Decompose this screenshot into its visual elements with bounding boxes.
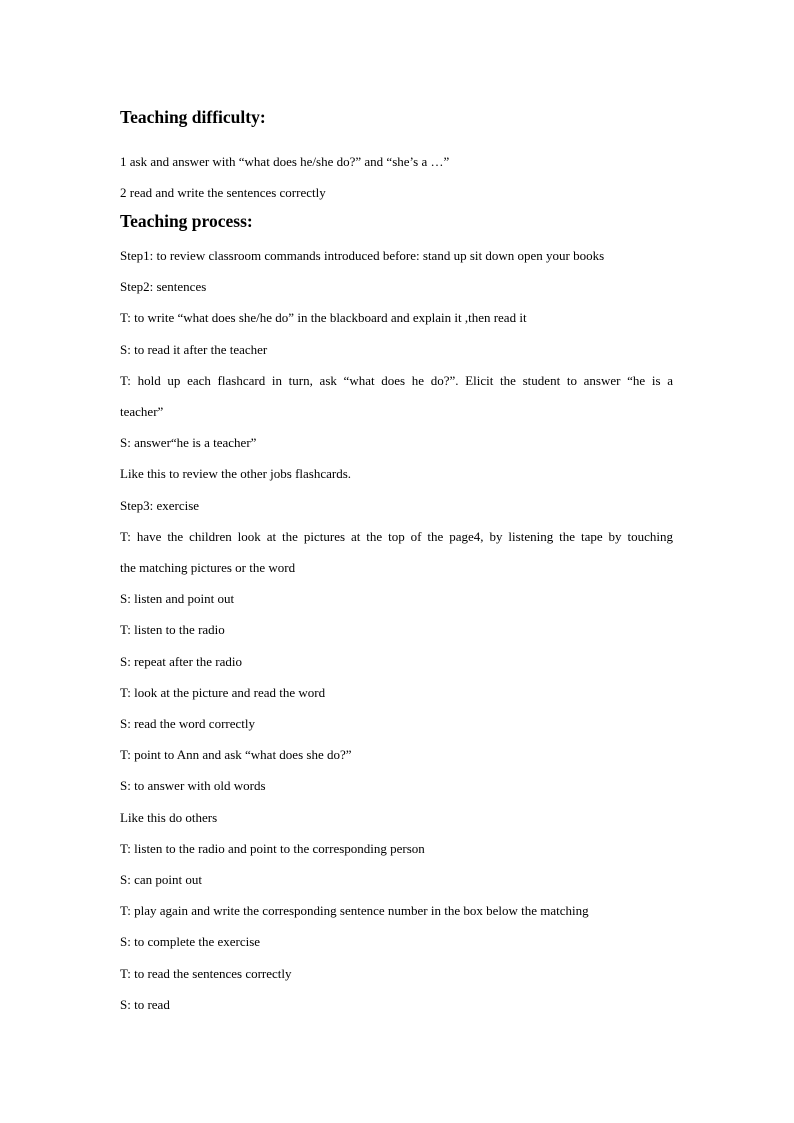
process-line: T: to write “what does she/he do” in the blackboard and explain it ,then read it [120, 310, 527, 326]
process-line: S: to read [120, 996, 170, 1012]
process-line: S: answer“he is a teacher” [120, 435, 257, 451]
process-line: teacher” [120, 404, 164, 420]
process-line: Step3: exercise [120, 497, 200, 513]
process-line: S: can point out [120, 872, 202, 888]
process-line: T: to read the sentences correctly [120, 965, 292, 981]
process-line: S: read the word correctly [120, 716, 256, 732]
process-line: S: to complete the exercise [120, 934, 261, 950]
process-line: T: have the children look at the pictures at the top of the page4, by listening the tape by touching [120, 528, 673, 544]
teaching-difficulty-list [120, 146, 676, 208]
process-line: S: repeat after the radio [120, 653, 242, 669]
teaching-difficulty-heading: Teaching difficulty: [120, 107, 266, 127]
process-line: the matching pictures or the word [120, 560, 296, 576]
process-line: T: look at the picture and read the word [120, 684, 326, 700]
process-line: S: to read it after the teacher [120, 341, 268, 357]
process-line: Step2: sentences [120, 279, 207, 295]
process-line: Step1: to review classroom commands introduced before: stand up sit down open your books [120, 248, 605, 263]
process-line: T: hold up each flashcard in turn, ask “what does he do?”. Elicit the student to answer “he is a [120, 372, 673, 388]
process-line: T: listen to the radio and point to the corresponding person [120, 840, 425, 856]
process-line: Like this to review the other jobs flashcards. [120, 466, 352, 482]
process-line: T: listen to the radio [120, 622, 225, 638]
process-line: T: point to Ann and ask “what does she do?” [120, 747, 352, 763]
process-line: S: listen and point out [120, 591, 235, 607]
process-line: T: play again and write the corresponding sentence number in the box below the matching [120, 903, 589, 919]
teaching-process-list [120, 240, 676, 1020]
difficulty-item: 1 ask and answer with “what does he/she do?” and “she’s a …” [120, 154, 450, 169]
process-line: Like this do others [120, 809, 218, 825]
difficulty-item: 2 read and write the sentences correctly [120, 185, 326, 200]
document-body [120, 106, 676, 1020]
teaching-process-heading: Teaching process: [120, 211, 253, 231]
process-line: S: to answer with old words [120, 778, 266, 794]
